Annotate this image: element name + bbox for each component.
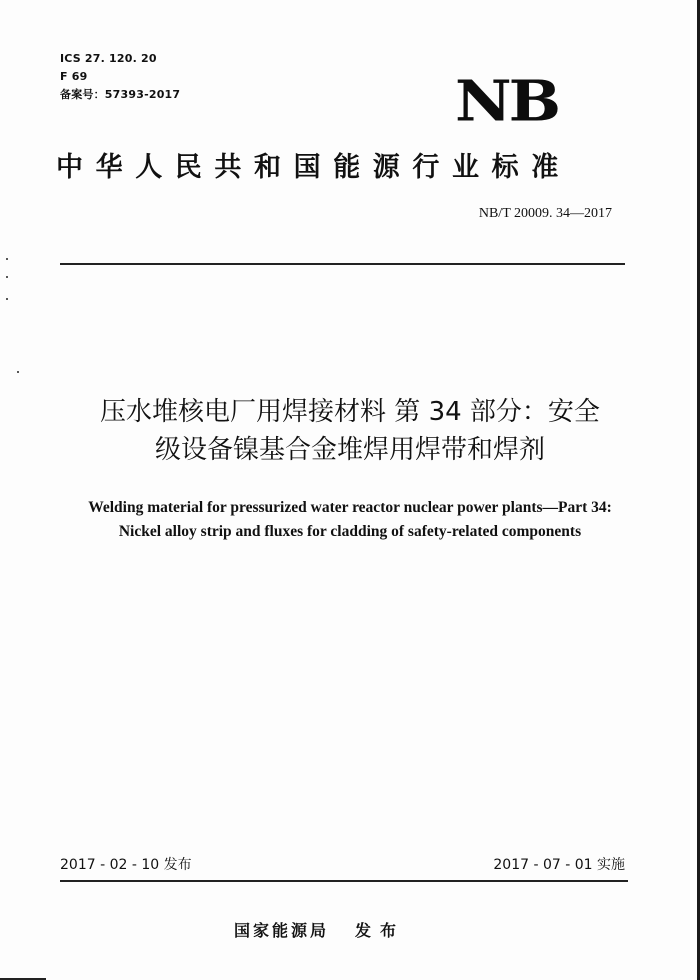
issue-date: 2017 - 02 - 10 发布 bbox=[60, 857, 192, 873]
scan-speck bbox=[17, 371, 19, 373]
ccs-code: F 69 bbox=[60, 70, 88, 83]
chinese-title-line-2: 级设备镍基合金堆焊用焊带和焊剂 bbox=[154, 435, 545, 465]
footer-divider bbox=[60, 880, 628, 882]
ics-code: ICS 27. 120. 20 bbox=[60, 52, 157, 65]
scan-speck bbox=[6, 258, 8, 260]
standard-category-title: 中华人民共和国能源行业标准 bbox=[56, 152, 571, 183]
standard-number: NB/T 20009. 34—2017 bbox=[478, 206, 612, 221]
scan-speck bbox=[6, 298, 8, 300]
scan-speck bbox=[6, 276, 8, 278]
record-number: 备案号：57393-2017 bbox=[60, 88, 181, 101]
english-title-line-1: Welding material for pressurized water reactor nuclear power plants—Part 34: bbox=[88, 499, 612, 516]
header-divider bbox=[60, 263, 625, 265]
effective-date: 2017 - 07 - 01 实施 bbox=[493, 857, 625, 873]
publisher-name: 国家能源局 bbox=[234, 921, 330, 940]
publish-action: 发布 bbox=[355, 921, 406, 940]
publisher-line bbox=[234, 919, 405, 943]
chinese-title bbox=[40, 393, 660, 469]
chinese-title-line-1: 压水堆核电厂用焊接材料 第 34 部分：安全 bbox=[100, 397, 600, 427]
nb-logo: NB bbox=[455, 68, 559, 134]
english-title-line-2: Nickel alloy strip and fluxes for cladding of safety-related components bbox=[118, 523, 582, 540]
english-title bbox=[30, 496, 670, 544]
classification-block bbox=[60, 50, 180, 104]
